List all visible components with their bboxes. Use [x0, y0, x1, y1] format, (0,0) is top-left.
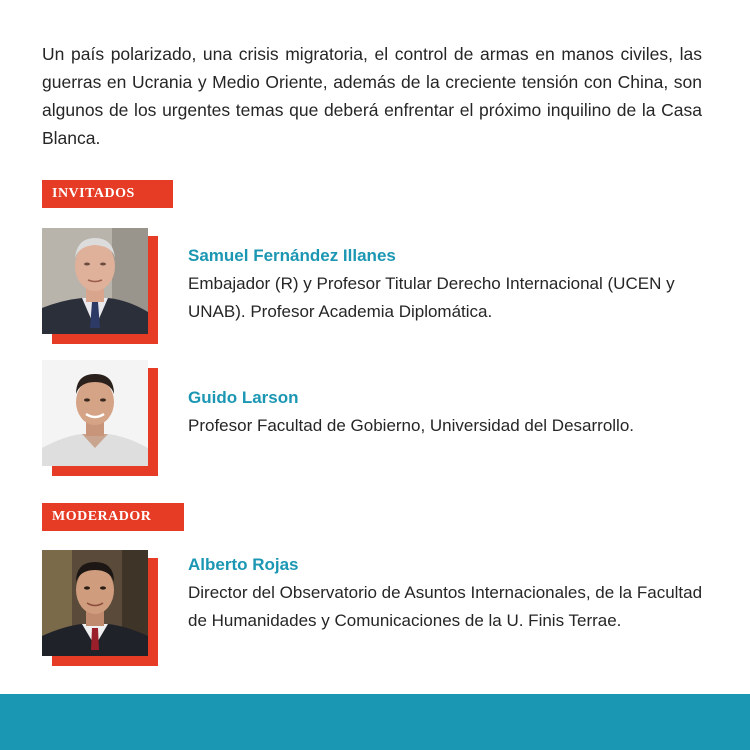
- avatar: [42, 550, 148, 656]
- intro-paragraph: Un país polarizado, una crisis migratoria, el control de armas en manos civiles, las guerras en Ucrania y Medio Oriente, además de la creciente tensión con China, son algunos de los urgentes temas que deberá enfrentar el próximo inquilino de la Casa Blanca.: [42, 44, 702, 148]
- avatar: [42, 228, 148, 334]
- moderador-label: MODERADOR: [42, 503, 184, 531]
- avatar: [42, 360, 148, 466]
- moderator-name: Alberto Rojas: [188, 555, 299, 574]
- speaker-bio-2: [188, 384, 708, 440]
- footer-bar: [0, 694, 750, 750]
- speaker-name: Samuel Fernández Illanes: [188, 246, 396, 265]
- moderator-bio: [188, 551, 708, 635]
- speaker-name: Guido Larson: [188, 388, 299, 407]
- speaker-description: Embajador (R) y Profesor Titular Derecho Internacional (UCEN y UNAB). Profesor Academia Diplomática.: [188, 274, 675, 321]
- moderator-photo: [42, 550, 158, 666]
- moderator-description: Director del Observatorio de Asuntos Internacionales, de la Facultad de Humanidades y Comunicaciones de la U. Finis Terrae.: [188, 583, 703, 630]
- speaker-photo-1: [42, 228, 158, 344]
- speaker-bio-1: [188, 242, 708, 326]
- speaker-description: Profesor Facultad de Gobierno, Universidad del Desarrollo.: [188, 416, 635, 435]
- invitados-label: INVITADOS: [42, 180, 173, 208]
- speaker-photo-2: [42, 360, 158, 476]
